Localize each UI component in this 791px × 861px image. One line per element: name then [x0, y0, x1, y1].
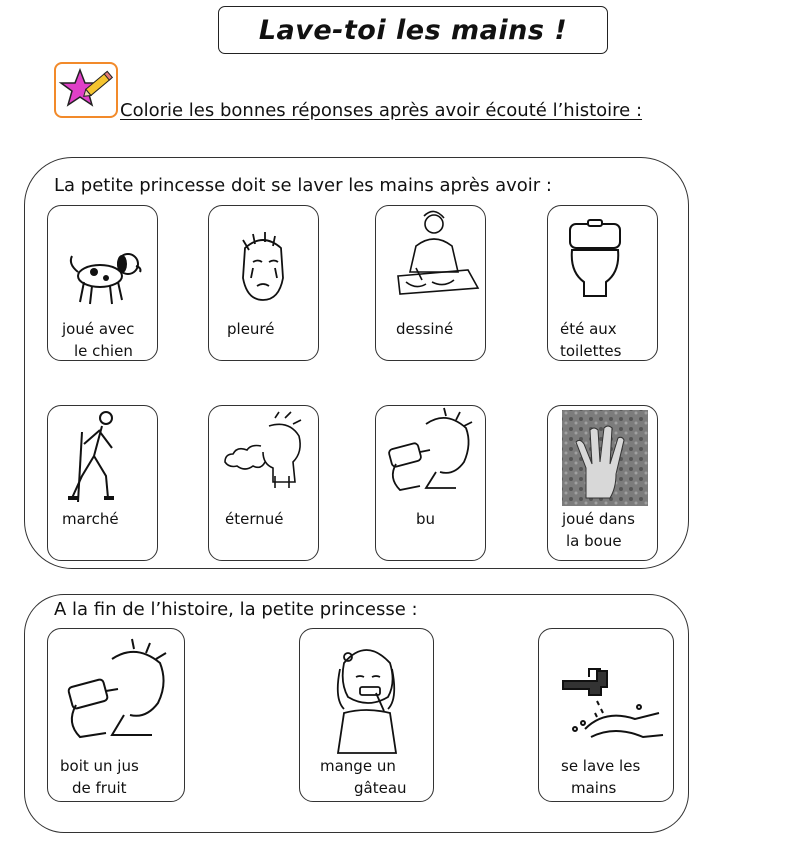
card-label: bu	[416, 510, 436, 528]
star-pencil-icon	[54, 62, 118, 118]
card-label: marché	[62, 510, 119, 528]
card-label: se lave les mains	[561, 757, 641, 797]
page-title: Lave-toi les mains !	[258, 14, 568, 46]
title-box	[218, 6, 608, 54]
question-1: La petite princesse doit se laver les mains après avoir :	[54, 175, 552, 196]
card-label: joué dans la boue	[562, 510, 635, 550]
answer-card-boit-un-jus-de-fruit[interactable]	[47, 628, 185, 802]
card-label: boit un jus de fruit	[60, 757, 139, 797]
sneezing-icon	[209, 406, 319, 561]
answer-card-marche[interactable]	[47, 405, 158, 561]
card-label: éternué	[225, 510, 284, 528]
card-label: joué avec le chien	[62, 320, 135, 360]
card-label: mange un gâteau	[320, 757, 407, 797]
answer-card-joue-avec-le-chien[interactable]	[47, 205, 158, 361]
answer-card-joue-dans-la-boue[interactable]	[547, 405, 658, 561]
instruction-text: Colorie les bonnes réponses après avoir écouté l’histoire :	[120, 100, 643, 121]
drinking-icon	[376, 406, 486, 561]
answer-card-bu[interactable]	[375, 405, 486, 561]
card-label: été aux toilettes	[560, 320, 622, 360]
answer-card-dessine[interactable]	[375, 205, 486, 361]
answer-card-se-lave-les-mains[interactable]	[538, 628, 674, 802]
answer-card-eternue[interactable]	[208, 405, 319, 561]
walking-man-icon	[48, 406, 158, 561]
question-2: A la fin de l’histoire, la petite princesse :	[54, 599, 418, 620]
card-label: pleuré	[227, 320, 275, 338]
answer-card-pleure[interactable]	[208, 205, 319, 361]
card-label: dessiné	[396, 320, 454, 338]
answer-card-ete-aux-toilettes[interactable]	[547, 205, 658, 361]
answer-card-mange-un-gateau[interactable]	[299, 628, 434, 802]
